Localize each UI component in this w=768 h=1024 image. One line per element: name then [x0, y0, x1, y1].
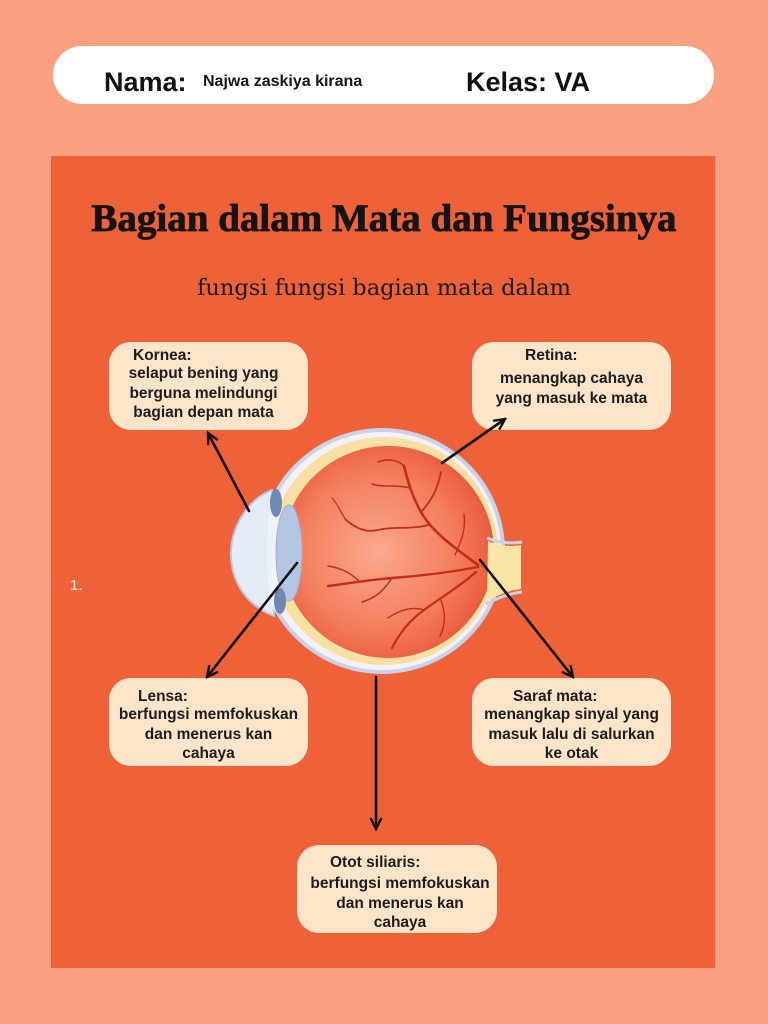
description-line: masuk lalu di salurkan	[488, 725, 655, 743]
retina-description	[472, 369, 671, 408]
description-line: dan menerus kan	[336, 894, 464, 912]
retina-label-box	[472, 342, 671, 430]
description-line: cahaya	[182, 745, 235, 762]
description-line: bagian depan mata	[133, 404, 274, 421]
kornea-description	[109, 364, 308, 423]
retina-name: Retina:	[525, 347, 578, 364]
description-line: berfungsi memfokuskan	[118, 706, 299, 723]
otot-siliaris-label-box	[297, 845, 497, 933]
description-line: ke otak	[544, 745, 599, 762]
description-line: yang masuk ke mata	[495, 389, 648, 407]
otot-siliaris-description	[297, 874, 497, 933]
lensa-label-box	[109, 678, 308, 766]
kornea-label-box	[109, 342, 308, 430]
lensa-description	[109, 705, 308, 764]
student-name: Najwa zaskiya kirana	[203, 73, 363, 90]
description-line: berfungsi memfokuskan	[310, 875, 490, 892]
description-line: berguna melindungi	[129, 384, 278, 402]
saraf-mata-name: Saraf mata:	[513, 688, 598, 705]
student-info-bar	[53, 46, 714, 104]
description-line: menangkap cahaya	[499, 370, 643, 387]
otot-siliaris-name: Otot siliaris:	[330, 854, 421, 871]
description-line: dan menerus kan	[144, 725, 273, 743]
poster-title: Bagian dalam Mata dan Fungsinya	[91, 197, 677, 240]
item-number: 1.	[70, 577, 83, 594]
kornea-name: Kornea:	[133, 347, 192, 364]
saraf-mata-description	[472, 705, 671, 764]
description-line: cahaya	[373, 914, 427, 931]
class-label: Kelas: VA	[466, 67, 591, 97]
description-line: selaput bening yang	[128, 365, 279, 382]
lensa-name: Lensa:	[138, 688, 188, 705]
name-label: Nama:	[104, 67, 187, 97]
description-line: menangkap sinyal yang	[484, 706, 659, 723]
saraf-mata-label-box	[472, 678, 671, 766]
poster-subtitle: fungsi fungsi bagian mata dalam	[197, 275, 571, 301]
